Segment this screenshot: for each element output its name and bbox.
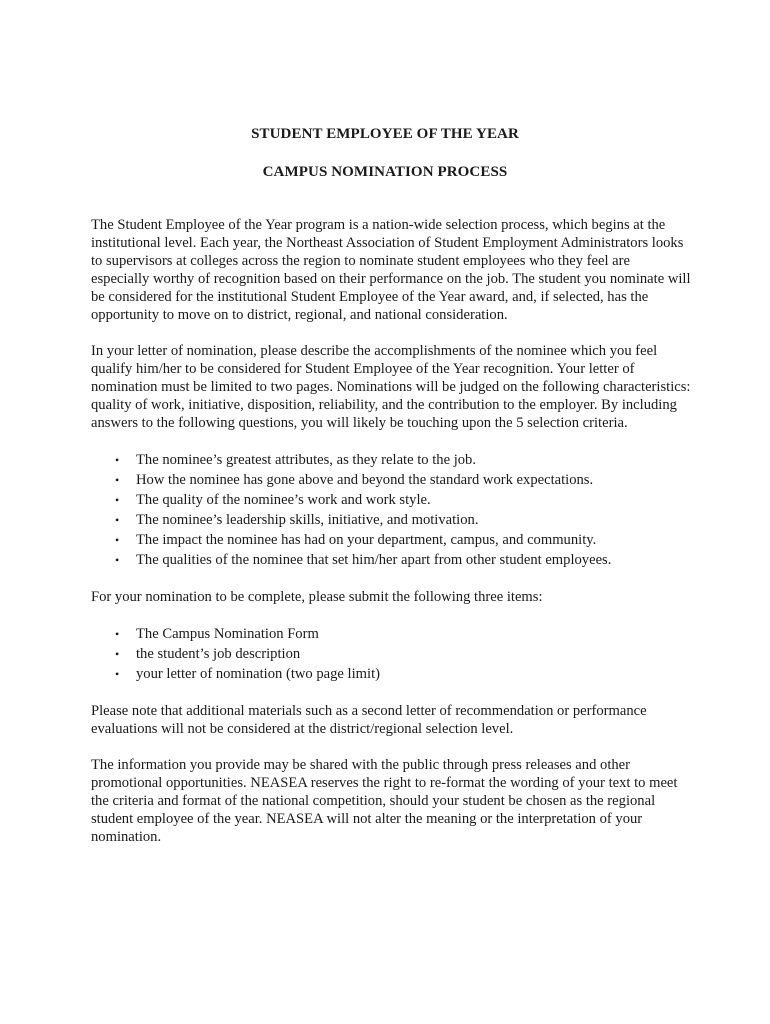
list-item (91, 530, 691, 550)
list-item-text: How the nominee has gone above and beyond the standard work expectations. (136, 472, 594, 488)
bullet-icon: • (115, 627, 120, 641)
bullet-icon: • (115, 513, 120, 527)
list-item (91, 644, 691, 664)
submit-list (91, 624, 691, 684)
document-body (91, 216, 691, 864)
criteria-list (91, 450, 691, 570)
info-paragraph: The information you provide may be shared with the public through press releases and other promotional opportunities. NEASEA reserves the right to re-format the wording of your text to meet the criteria and format of the national competition, should your student be chosen as the regional student employee of the year. NEASEA will not alter the meaning or the interpretation of your nomination. (91, 757, 678, 845)
bullet-icon: • (115, 667, 120, 681)
submit-paragraph: For your nomination to be complete, please submit the following three items: (91, 589, 543, 605)
bullet-icon: • (115, 533, 120, 547)
document-subtitle: CAMPUS NOMINATION PROCESS (262, 164, 508, 180)
bullet-icon: • (115, 453, 120, 467)
intro-paragraph: The Student Employee of the Year program is a nation-wide selection process, which begins at the institutional level. Each year, the Northeast Association of Student Employment Administrators looks to supervisors at colleges across the region to nominate student employees who they feel are especially worthy of recognition based on their performance on the job. The student you nominate will be considered for the institutional Student Employee of the Year award, and, if selected, has the opportunity to move on to district, regional, and national consideration. (91, 217, 691, 323)
list-item (91, 624, 691, 644)
list-item (91, 664, 691, 684)
list-item-text: The qualities of the nominee that set him/her apart from other student employees. (136, 552, 612, 568)
list-item-text: the student’s job description (136, 646, 301, 662)
letter-paragraph: In your letter of nomination, please describe the accomplishments of the nominee which you feel qualify him/her to be considered for Student Employee of the Year recognition. Your letter of nomination must be limited to two pages. Nominations will be judged on the following characteristics: quality of work, initiative, disposition, reliability, and the contribution to the employer. By including answers to the following questions, you will likely be touching upon the 5 selection criteria. (91, 343, 691, 431)
list-item-text: The nominee’s greatest attributes, as they relate to the job. (136, 452, 477, 468)
list-item (91, 550, 691, 570)
list-item-text: The quality of the nominee’s work and work style. (136, 492, 431, 508)
bullet-icon: • (115, 473, 120, 487)
bullet-icon: • (115, 647, 120, 661)
list-item (91, 450, 691, 470)
list-item-text: The Campus Nomination Form (136, 626, 319, 642)
list-item-text: your letter of nomination (two page limit) (136, 666, 380, 682)
bullet-icon: • (115, 553, 120, 567)
list-item-text: The impact the nominee has had on your department, campus, and community. (136, 532, 597, 548)
note-paragraph: Please note that additional materials such as a second letter of recommendation or performance evaluations will not be considered at the district/regional selection level. (91, 703, 647, 737)
document-title: STUDENT EMPLOYEE OF THE YEAR (251, 126, 519, 142)
list-item (91, 470, 691, 490)
bullet-icon: • (115, 493, 120, 507)
list-item (91, 510, 691, 530)
list-item-text: The nominee’s leadership skills, initiative, and motivation. (136, 512, 479, 528)
list-item (91, 490, 691, 510)
